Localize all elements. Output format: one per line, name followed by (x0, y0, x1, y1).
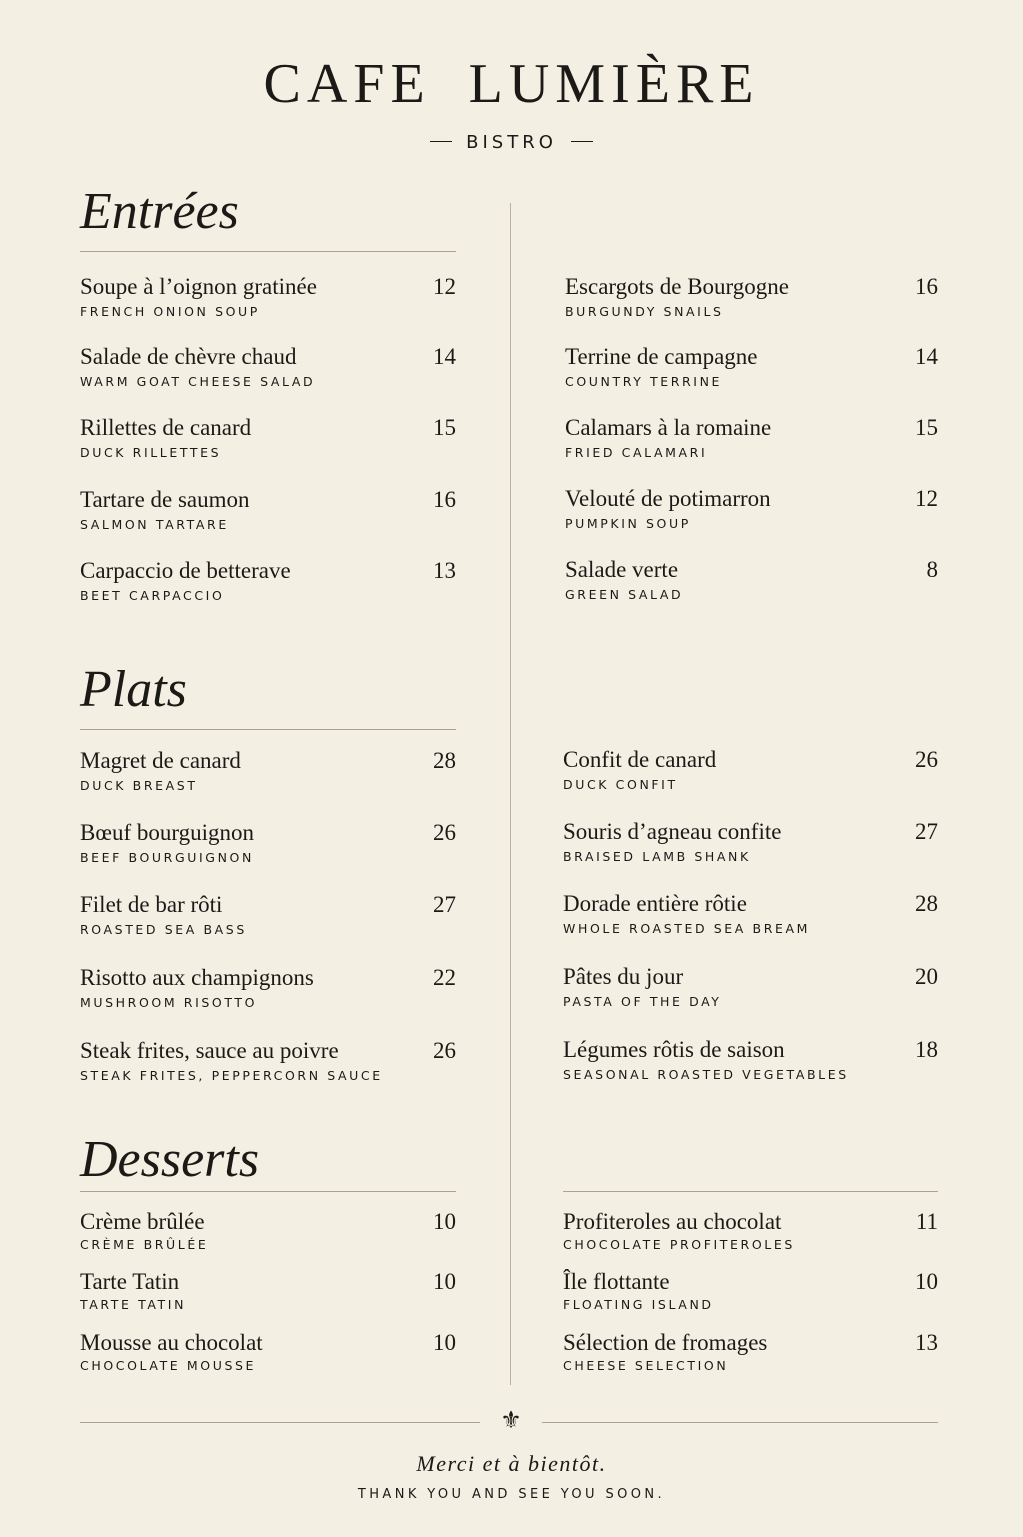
dish-translation: GREEN SALAD (565, 587, 684, 602)
menu-item (80, 747, 456, 794)
dish-price: 26 (433, 1038, 456, 1063)
dish-translation: FLOATING ISLAND (563, 1297, 714, 1312)
dish-name: Tarte Tatin (80, 1269, 180, 1294)
dish-price: 10 (915, 1269, 938, 1294)
menu-item (80, 557, 456, 604)
dish-translation: MUSHROOM RISOTTO (80, 995, 258, 1010)
dish-name: Magret de canard (80, 748, 241, 773)
dish-translation: SEASONAL ROASTED VEGETABLES (563, 1067, 849, 1082)
dish-translation: TARTE TATIN (80, 1297, 187, 1312)
dish-price: 28 (915, 891, 938, 916)
menu-item (80, 273, 456, 320)
dish-name: Terrine de campagne (565, 344, 758, 369)
section-rule-desserts-left (80, 1191, 456, 1192)
dish-price: 15 (433, 415, 456, 440)
subtitle-text: BISTRO (466, 132, 557, 153)
dish-name: Confit de canard (563, 747, 717, 772)
section-rule-desserts-right (563, 1191, 938, 1192)
dish-price: 8 (926, 557, 938, 582)
restaurant-name: CAFE LUMIÈRE (263, 53, 760, 115)
subtitle-dash-right (571, 141, 593, 142)
dish-name: Mousse au chocolat (80, 1330, 263, 1355)
dish-name: Île flottante (563, 1269, 670, 1294)
dish-translation: FRIED CALAMARI (565, 445, 708, 460)
dish-price: 27 (433, 892, 456, 917)
menu-item (80, 343, 456, 390)
menu-item (80, 414, 456, 461)
dish-price: 16 (433, 487, 456, 512)
dish-price: 22 (433, 965, 456, 990)
menu-item (563, 890, 938, 937)
dish-price: 26 (915, 747, 938, 772)
dish-name: Dorade entière rôtie (563, 891, 747, 916)
menu-item (80, 1268, 456, 1313)
dish-name: Rillettes de canard (80, 415, 252, 440)
dish-name: Tartare de saumon (80, 487, 250, 512)
fleur-de-lis-icon: ⚜ (500, 1408, 522, 1434)
dish-price: 14 (915, 344, 938, 369)
footer-rule-left (80, 1422, 480, 1423)
section-title-plats: Plats (80, 661, 187, 718)
dish-translation: DUCK BREAST (80, 778, 198, 793)
dish-translation: BEEF BOURGUIGNON (80, 850, 254, 865)
dish-name: Salade verte (565, 557, 679, 582)
dish-price: 11 (915, 1209, 938, 1234)
dish-name: Sélection de fromages (563, 1330, 768, 1355)
dish-price: 18 (915, 1037, 938, 1062)
dish-translation: FRENCH ONION SOUP (80, 304, 260, 319)
restaurant-subtitle (0, 131, 1023, 155)
menu-item (565, 556, 938, 603)
dish-translation: CRÈME BRÛLÉE (80, 1237, 209, 1252)
menu-item (80, 964, 456, 1011)
dish-price: 20 (915, 964, 938, 989)
dish-translation: PASTA OF THE DAY (563, 994, 722, 1009)
menu-item (563, 746, 938, 793)
dish-name: Salade de chèvre chaud (80, 344, 297, 369)
dish-name: Calamars à la romaine (565, 415, 772, 440)
dish-translation: STEAK FRITES, PEPPERCORN SAUCE (80, 1068, 383, 1083)
footer-thanks-french: Merci et à bientôt. (416, 1451, 607, 1476)
dish-price: 28 (433, 748, 456, 773)
menu-item (563, 963, 938, 1010)
section-title-desserts: Desserts (80, 1131, 260, 1188)
section-title-entrees: Entrées (80, 183, 239, 240)
menu-item (80, 1037, 456, 1084)
dish-price: 12 (915, 486, 938, 511)
dish-translation: BRAISED LAMB SHANK (563, 849, 751, 864)
menu-item (80, 819, 456, 866)
dish-translation: ROASTED SEA BASS (80, 922, 247, 937)
menu-item (565, 273, 938, 320)
dish-price: 14 (433, 344, 456, 369)
menu-item (565, 414, 938, 461)
dish-translation: WARM GOAT CHEESE SALAD (80, 374, 316, 389)
menu-item (563, 1268, 938, 1313)
dish-name: Souris d’agneau confite (563, 819, 782, 844)
menu-item (80, 1329, 456, 1374)
dish-name: Crème brûlée (80, 1209, 205, 1234)
dish-translation: BURGUNDY SNAILS (565, 304, 724, 319)
dish-price: 10 (433, 1269, 456, 1294)
dish-name: Légumes rôtis de saison (563, 1037, 785, 1062)
dish-translation: COUNTRY TERRINE (565, 374, 723, 389)
dish-name: Profiteroles au chocolat (563, 1209, 782, 1234)
dish-translation: CHEESE SELECTION (563, 1358, 729, 1373)
menu-item (565, 485, 938, 532)
menu-item (565, 343, 938, 390)
section-rule-entrees (80, 251, 456, 252)
dish-price: 10 (433, 1330, 456, 1355)
dish-price: 13 (433, 558, 456, 583)
dish-price: 16 (915, 274, 938, 299)
menu-item (563, 1208, 938, 1253)
dish-name: Filet de bar rôti (80, 892, 223, 917)
dish-translation: WHOLE ROASTED SEA BREAM (563, 921, 811, 936)
menu-item (80, 891, 456, 938)
dish-name: Steak frites, sauce au poivre (80, 1038, 339, 1063)
dish-price: 15 (915, 415, 938, 440)
subtitle-dash-left (430, 141, 452, 142)
menu-item (563, 1329, 938, 1374)
menu-item (80, 1208, 456, 1253)
dish-name: Pâtes du jour (563, 964, 684, 989)
dish-name: Risotto aux champignons (80, 965, 314, 990)
dish-price: 26 (433, 820, 456, 845)
dish-translation: BEET CARPACCIO (80, 588, 225, 603)
dish-translation: PUMPKIN SOUP (565, 516, 691, 531)
menu-item (80, 486, 456, 533)
dish-translation: DUCK CONFIT (563, 777, 678, 792)
dish-price: 12 (433, 274, 456, 299)
dish-name: Bœuf bourguignon (80, 820, 254, 845)
dish-name: Carpaccio de betterave (80, 558, 291, 583)
dish-translation: SALMON TARTARE (80, 517, 229, 532)
dish-translation: CHOCOLATE MOUSSE (80, 1358, 257, 1373)
dish-name: Velouté de potimarron (565, 486, 771, 511)
section-rule-plats (80, 729, 456, 730)
footer-thanks-english: THANK YOU AND SEE YOU SOON. (357, 1487, 666, 1502)
dish-price: 27 (915, 819, 938, 844)
menu-item (563, 1036, 938, 1083)
dish-name: Escargots de Bourgogne (565, 274, 790, 299)
footer-rule-right (542, 1422, 938, 1423)
dish-translation: DUCK RILLETTES (80, 445, 222, 460)
dish-translation: CHOCOLATE PROFITEROLES (563, 1237, 795, 1252)
dish-price: 10 (433, 1209, 456, 1234)
column-divider (510, 203, 511, 1385)
dish-name: Soupe à l’oignon gratinée (80, 274, 317, 299)
dish-price: 13 (915, 1330, 938, 1355)
menu-item (563, 818, 938, 865)
